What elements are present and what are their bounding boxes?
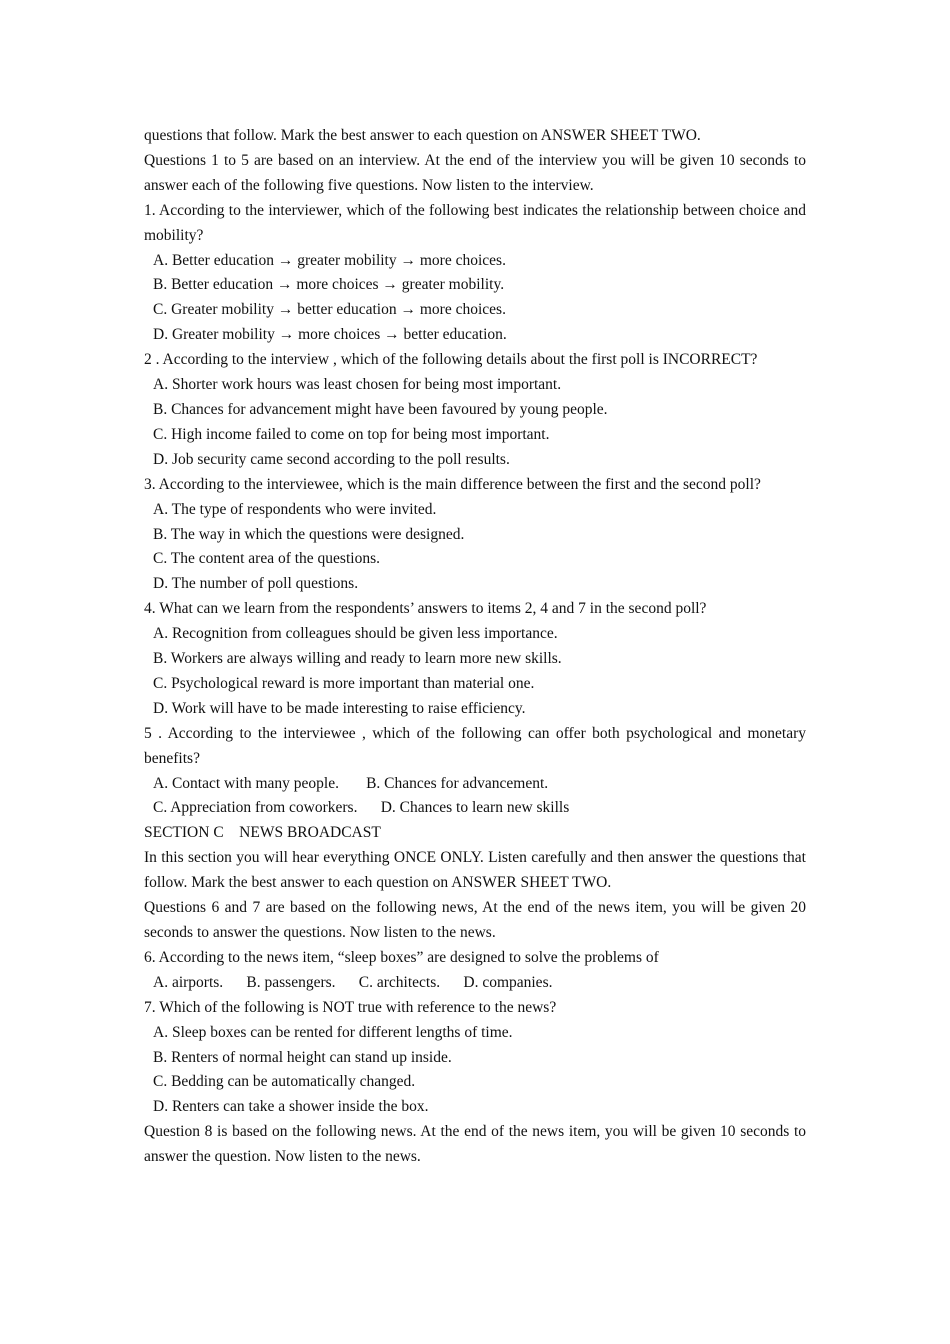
- question-1-option-b: B. Better education → more choices → greater mobility.: [153, 276, 505, 294]
- question-4-option-c: C. Psychological reward is more important than material one.: [153, 674, 535, 692]
- section-c-heading: SECTION C NEWS BROADCAST: [144, 824, 381, 842]
- question-5-stem: 5 . According to the interviewee , which of the following can offer both psychological and monetary benefits?: [144, 724, 810, 767]
- question-7-option-d: D. Renters can take a shower inside the box.: [153, 1098, 429, 1116]
- question-1-option-c: C. Greater mobility → better education → more choices.: [153, 301, 506, 319]
- question-6-options-row: A. airports. B. passengers. C. architects. D. companies.: [153, 973, 553, 991]
- question-7-option-a: A. Sleep boxes can be rented for different lengths of time.: [153, 1023, 513, 1041]
- question-7-option-c: C. Bedding can be automatically changed.: [153, 1073, 416, 1091]
- question-2-option-d: D. Job security came second according to the poll results.: [153, 450, 510, 468]
- question-3-option-d: D. The number of poll questions.: [153, 575, 359, 593]
- question-4-option-a: A. Recognition from colleagues should be given less importance.: [153, 625, 558, 643]
- question-2-stem: 2 . According to the interview , which of the following details about the first poll is INCORRECT?: [144, 351, 758, 369]
- section-c-instructions: In this section you will hear everything ONCE ONLY. Listen carefully and then answer the questions that follow. Mark the best answer to each question on ANSWER SHEET TWO.: [144, 849, 810, 892]
- question-1-stem: 1. According to the interviewer, which of the following best indicates the relationship between choice and mobility?: [144, 201, 810, 244]
- question-6-stem: 6. According to the news item, “sleep boxes” are designed to solve the problems of: [144, 948, 659, 966]
- question-7-option-b: B. Renters of normal height can stand up inside.: [153, 1048, 452, 1066]
- question-4-stem: 4. What can we learn from the respondents’ answers to items 2, 4 and 7 in the second poll?: [144, 600, 707, 618]
- question-2-option-a: A. Shorter work hours was least chosen for being most important.: [153, 376, 562, 394]
- q1-5-instructions: Questions 1 to 5 are based on an interview. At the end of the interview you will be given 10 seconds to answer each of the following five questions. Now listen to the interview.: [144, 151, 810, 194]
- question-3-option-c: C. The content area of the questions.: [153, 550, 380, 568]
- question-4-option-b: B. Workers are always willing and ready to learn more new skills.: [153, 650, 562, 668]
- document-body: [144, 124, 810, 1170]
- question-1-option-d: D. Greater mobility → more choices → better education.: [153, 326, 507, 344]
- question-5-options-row-1: A. Contact with many people. B. Chances for advancement.: [153, 774, 549, 792]
- question-7-stem: 7. Which of the following is NOT true with reference to the news?: [144, 998, 557, 1016]
- section-b-intro-tail: questions that follow. Mark the best answer to each question on ANSWER SHEET TWO.: [144, 127, 701, 144]
- q8-instructions: Question 8 is based on the following news. At the end of the news item, you will be given 10 seconds to answer the question. Now listen to the news.: [144, 1123, 810, 1166]
- question-1-option-a: A. Better education → greater mobility → more choices.: [153, 251, 506, 269]
- question-4-option-d: D. Work will have to be made interesting to raise efficiency.: [153, 699, 526, 717]
- question-5-options-row-2: C. Appreciation from coworkers. D. Chances to learn new skills: [153, 799, 570, 817]
- q6-7-instructions: Questions 6 and 7 are based on the following news, At the end of the news item, you will be given 20 seconds to answer the questions. Now listen to the news.: [144, 899, 810, 941]
- question-2-option-b: B. Chances for advancement might have been favoured by young people.: [153, 400, 608, 418]
- question-3-stem: 3. According to the interviewee, which is the main difference between the first and the second poll?: [144, 475, 761, 493]
- question-3-option-b: B. The way in which the questions were designed.: [153, 525, 465, 543]
- question-3-option-a: A. The type of respondents who were invited.: [153, 500, 437, 518]
- question-2-option-c: C. High income failed to come on top for being most important.: [153, 425, 550, 443]
